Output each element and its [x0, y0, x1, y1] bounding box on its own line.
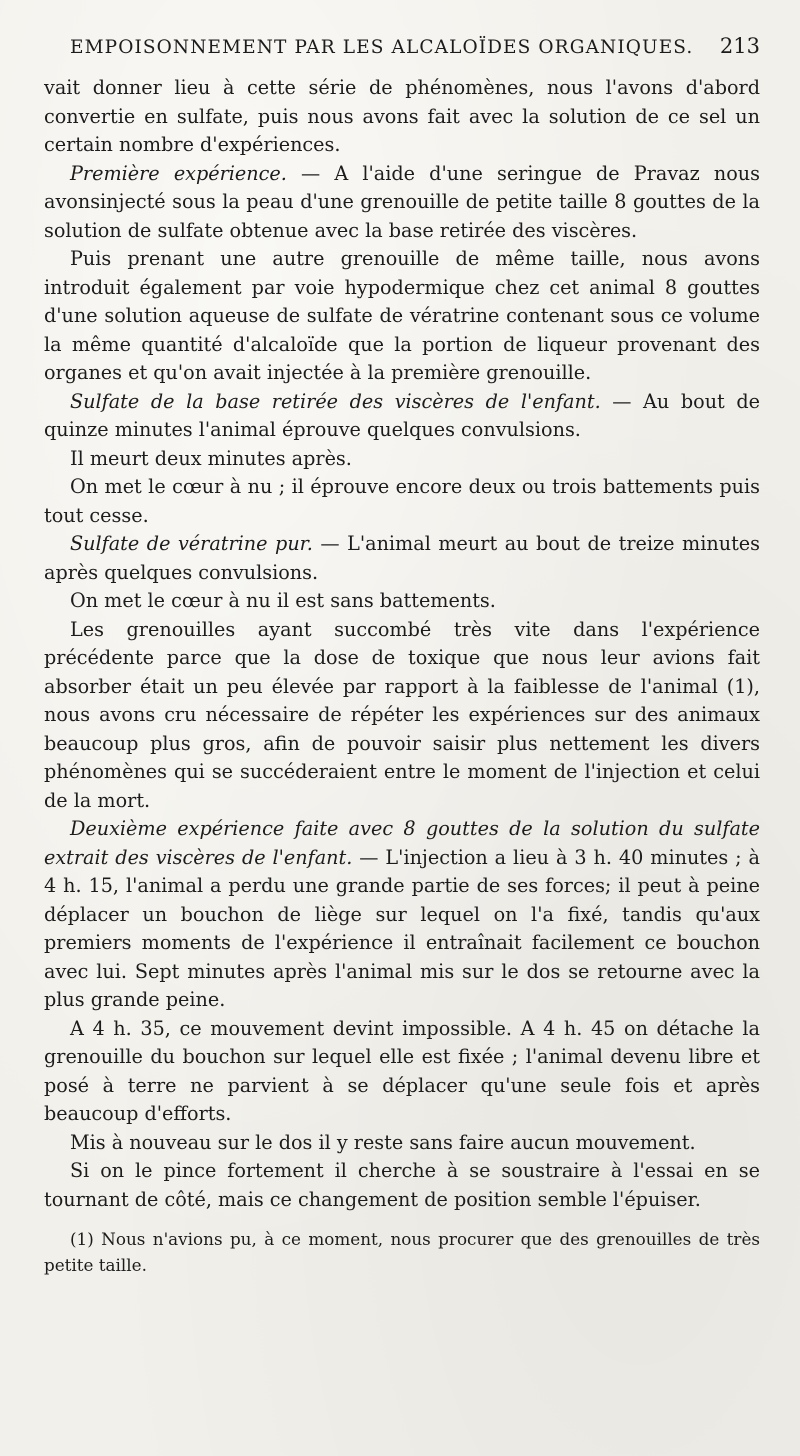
text-run: — L'animal meurt au bout de treize minutes après quelques convulsions. — [44, 532, 760, 584]
paragraph — [44, 445, 760, 474]
text-run: Mis à nouveau sur le dos il y reste sans faire aucun mouvement. — [70, 1130, 696, 1154]
paragraph — [44, 616, 760, 816]
paragraph — [44, 160, 760, 246]
paragraph — [44, 815, 760, 1015]
paragraph — [44, 74, 760, 160]
paragraph — [44, 473, 760, 530]
italic-heading: Sulfate de la base retirée des viscères de l'enfant. — [70, 389, 601, 413]
paragraph — [44, 1015, 760, 1129]
italic-heading: Première expérience. — [70, 161, 287, 185]
running-head — [70, 34, 760, 68]
text-run: — A l'aide d'une seringue de Pravaz nous avonsinjecté sous la peau d'une grenouille de petite taille 8 gouttes de la solution de sulfate obtenue avec la base retirée des viscères. — [44, 161, 760, 242]
text-run: vait donner lieu à cette série de phénomènes, nous l'avons d'abord convertie en sulfate, puis nous avons fait avec la solution de ce sel un certain nombre d'expériences. — [44, 76, 760, 156]
footnote-text: (1) Nous n'avions pu, à ce moment, nous procurer que des grenouilles de très petite taille. — [44, 1229, 760, 1275]
text-run: — Au bout de quinze minutes l'animal éprouve quelques convulsions. — [44, 389, 761, 441]
running-head-title: EMPOISONNEMENT PAR LES ALCALOÏDES ORGANIQUES. — [70, 37, 694, 58]
text-run: Il meurt deux minutes après. — [70, 446, 352, 470]
italic-heading: Sulfate de vératrine pur. — [70, 532, 313, 555]
page-number: 213 — [719, 34, 760, 58]
text-run: Si on le pince fortement il cherche à se soustraire à l'essai en se tournant de côté, mais ce changement de position semble l'épuiser. — [44, 1159, 760, 1211]
italic-heading: Deuxième expérience faite avec 8 gouttes de la solution du sulfate extrait des viscères de l'enfant. — [44, 817, 760, 869]
paragraph — [44, 1129, 760, 1158]
footnote — [44, 1226, 760, 1278]
text-run: On met le cœur à nu il est sans battements. — [70, 589, 496, 612]
paragraph — [44, 587, 760, 616]
text-run: A 4 h. 35, ce mouvement devint impossible. A 4 h. 45 on détache la grenouille du bouchon sur lequel elle est fixée ; l'animal devenu libre et posé à terre ne parvient à se déplacer qu'une seule fois et après beaucoup d'efforts. — [44, 1016, 760, 1125]
paragraph — [44, 1157, 760, 1214]
text-run: — L'injection a lieu à 3 h. 40 minutes ; à 4 h. 15, l'animal a perdu une grande partie de ses forces; il peut à peine déplacer un bouchon de liège sur lequel on l'a fixé, tandis qu'aux premiers moments de l'expérience il entraînait facilement ce bouchon avec lui. Sept minutes après l'animal mis sur le dos se retourne avec la plus grande peine. — [44, 845, 760, 1011]
body-text — [44, 74, 760, 1214]
paragraph — [44, 245, 760, 388]
paragraph — [44, 530, 760, 587]
text-run: Les grenouilles ayant succombé très vite dans l'expérience précédente parce que la dose de toxique que nous leur avions fait absorber était un peu élevée par rapport à la faiblesse de l'animal (1), nous avons cru nécessaire de répéter les expériences sur des animaux beaucoup plus gros, afin de pouvoir saisir plus nettement les divers phénomènes qui se succéderaient entre le moment de l'injection et celui de la mort. — [44, 617, 760, 812]
paragraph — [44, 388, 760, 445]
text-run: Puis prenant une autre grenouille de même taille, nous avons introduit également par voie hypodermique chez cet animal 8 gouttes d'une solution aqueuse de sulfate de vératrine contenant sous ce volume la même quantité d'alcaloïde que la portion de liqueur provenant des organes et qu'on avait injectée à la première grenouille. — [44, 247, 760, 384]
text-run: On met le cœur à nu ; il éprouve encore deux ou trois battements puis tout cesse. — [44, 475, 760, 527]
